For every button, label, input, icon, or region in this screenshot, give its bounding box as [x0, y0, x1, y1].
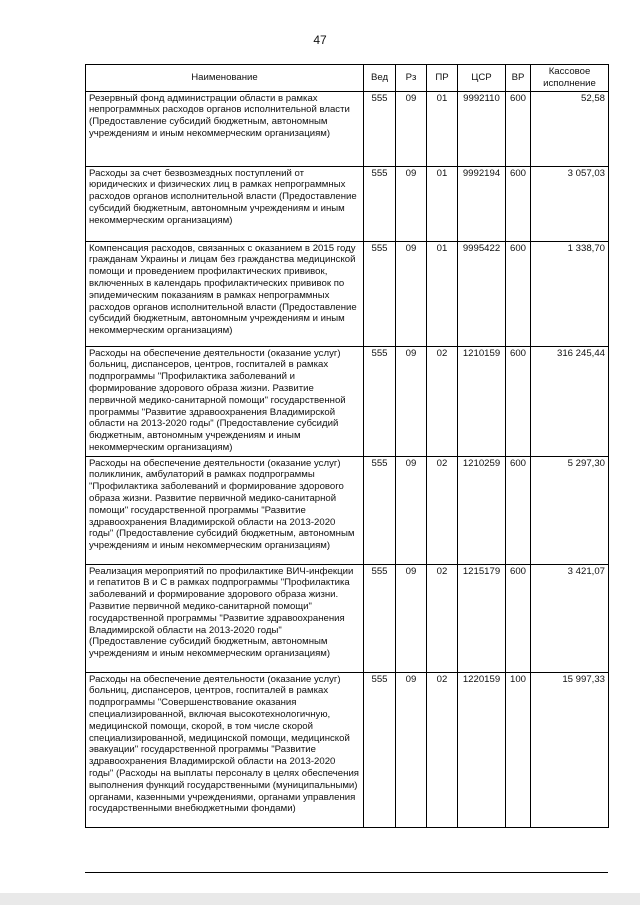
row-pr: 02: [427, 346, 458, 456]
row-csr: 9992194: [458, 166, 506, 241]
row-csr: 9995422: [458, 241, 506, 346]
row-amount: 3 421,07: [531, 564, 609, 672]
row-amount: 3 057,03: [531, 166, 609, 241]
row-pr: 01: [427, 91, 458, 166]
row-name: Расходы на обеспечение деятельности (оказание услуг) поликлиник, амбулаторий в рамках подпрограммы "Профилактика заболеваний и формирование здорового образа жизни. Развитие первичной медико-санитарной помощи" государственной программы "Развитие здравоохранения Владимирской области на 2013-2020 годы" (Предоставление субсидий бюджетным, автономным учреждениям и иным некоммерческим организациям): [86, 456, 364, 564]
row-rz: 09: [396, 564, 427, 672]
header-amount: Кассовое исполнение: [531, 65, 609, 92]
header-name: Наименование: [86, 65, 364, 92]
row-rz: 09: [396, 346, 427, 456]
row-vr: 600: [506, 456, 531, 564]
row-rz: 09: [396, 241, 427, 346]
row-ved: 555: [364, 456, 396, 564]
row-vr: 600: [506, 346, 531, 456]
row-ved: 555: [364, 346, 396, 456]
table-row: [86, 91, 609, 166]
row-name: Реализация мероприятий по профилактике ВИЧ-инфекции и гепатитов В и С в рамках подпрограммы "Профилактика заболеваний и формирование здорового образа жизни. Развитие первичной медико-санитарной помощи" государственной программы "Развитие здравоохранения Владимирской области на 2013-2020 годы" (Предоставление субсидий бюджетным, автономным учреждениям и иным некоммерческим организациям): [86, 564, 364, 672]
row-csr: 1210159: [458, 346, 506, 456]
table-row: [86, 564, 609, 672]
row-ved: 555: [364, 241, 396, 346]
row-amount: 52,58: [531, 91, 609, 166]
page-bottom-rule: [85, 872, 608, 873]
budget-execution-table: [85, 64, 609, 828]
header-csr: ЦСР: [458, 65, 506, 92]
row-rz: 09: [396, 672, 427, 827]
row-name: Расходы на обеспечение деятельности (оказание услуг) больниц, диспансеров, центров, госпиталей в рамках подпрограммы "Совершенствование оказания специализированной, включая высокотехнологичную, медицинской помощи, скорой, в том числе скорой специализированной, медицинской помощи, медицинской эвакуации" государственной программы "Развитие здравоохранения Владимирской области на 2013-2020 годы" (Расходы на выплаты персоналу в целях обеспечения выполнения функций государственными (муниципальными) органами, казенными учреждениями, органами управления государственными внебюджетными фондами): [86, 672, 364, 827]
table-row: [86, 672, 609, 827]
row-vr: 600: [506, 166, 531, 241]
row-ved: 555: [364, 564, 396, 672]
table-row: [86, 166, 609, 241]
table-row: [86, 456, 609, 564]
row-rz: 09: [396, 166, 427, 241]
header-rz: Рз: [396, 65, 427, 92]
row-name: Резервный фонд администрации области в рамках непрограммных расходов органов исполнительной власти (Предоставление субсидий бюджетным, автономным учреждениям и иным некоммерческим организациям): [86, 91, 364, 166]
row-rz: 09: [396, 91, 427, 166]
row-pr: 01: [427, 241, 458, 346]
table-header-row: [86, 65, 609, 92]
row-amount: 5 297,30: [531, 456, 609, 564]
header-pr: ПР: [427, 65, 458, 92]
row-pr: 02: [427, 564, 458, 672]
scan-edge: [0, 893, 640, 905]
table-row: [86, 346, 609, 456]
row-vr: 600: [506, 564, 531, 672]
row-name: Расходы за счет безвозмездных поступлений от юридических и физических лиц в рамках непрограммных расходов органов исполнительной власти (Предоставление субсидий бюджетным, автономным учреждениям и иным некоммерческим организациям): [86, 166, 364, 241]
row-vr: 600: [506, 91, 531, 166]
row-rz: 09: [396, 456, 427, 564]
row-ved: 555: [364, 672, 396, 827]
row-pr: 02: [427, 672, 458, 827]
row-name: Компенсация расходов, связанных с оказанием в 2015 году гражданам Украины и лицам без гражданства медицинской помощи и проведением профилактических прививок, включенных в календарь профилактических прививок по эпидемическим показаниям в рамках непрограммных расходов органов исполнительной власти (Предоставление субсидий бюджетным, автономным учреждениям и иным некоммерческим организациям): [86, 241, 364, 346]
row-csr: 9992110: [458, 91, 506, 166]
row-amount: 15 997,33: [531, 672, 609, 827]
row-ved: 555: [364, 166, 396, 241]
header-ved: Вед: [364, 65, 396, 92]
row-csr: 1210259: [458, 456, 506, 564]
row-pr: 02: [427, 456, 458, 564]
header-vr: ВР: [506, 65, 531, 92]
row-amount: 316 245,44: [531, 346, 609, 456]
row-csr: 1220159: [458, 672, 506, 827]
row-csr: 1215179: [458, 564, 506, 672]
row-name: Расходы на обеспечение деятельности (оказание услуг) больниц, диспансеров, центров, госпиталей в рамках подпрограммы "Профилактика заболеваний и формирование здорового образа жизни. Развитие первичной медико-санитарной помощи" государственной программы "Развитие здравоохранения Владимирской области на 2013-2020 годы" (Предоставление субсидий бюджетным, автономным учреждениям и иным некоммерческим организациям): [86, 346, 364, 456]
page-number: 47: [313, 33, 327, 47]
table-row: [86, 241, 609, 346]
row-vr: 100: [506, 672, 531, 827]
row-vr: 600: [506, 241, 531, 346]
row-ved: 555: [364, 91, 396, 166]
row-pr: 01: [427, 166, 458, 241]
row-amount: 1 338,70: [531, 241, 609, 346]
